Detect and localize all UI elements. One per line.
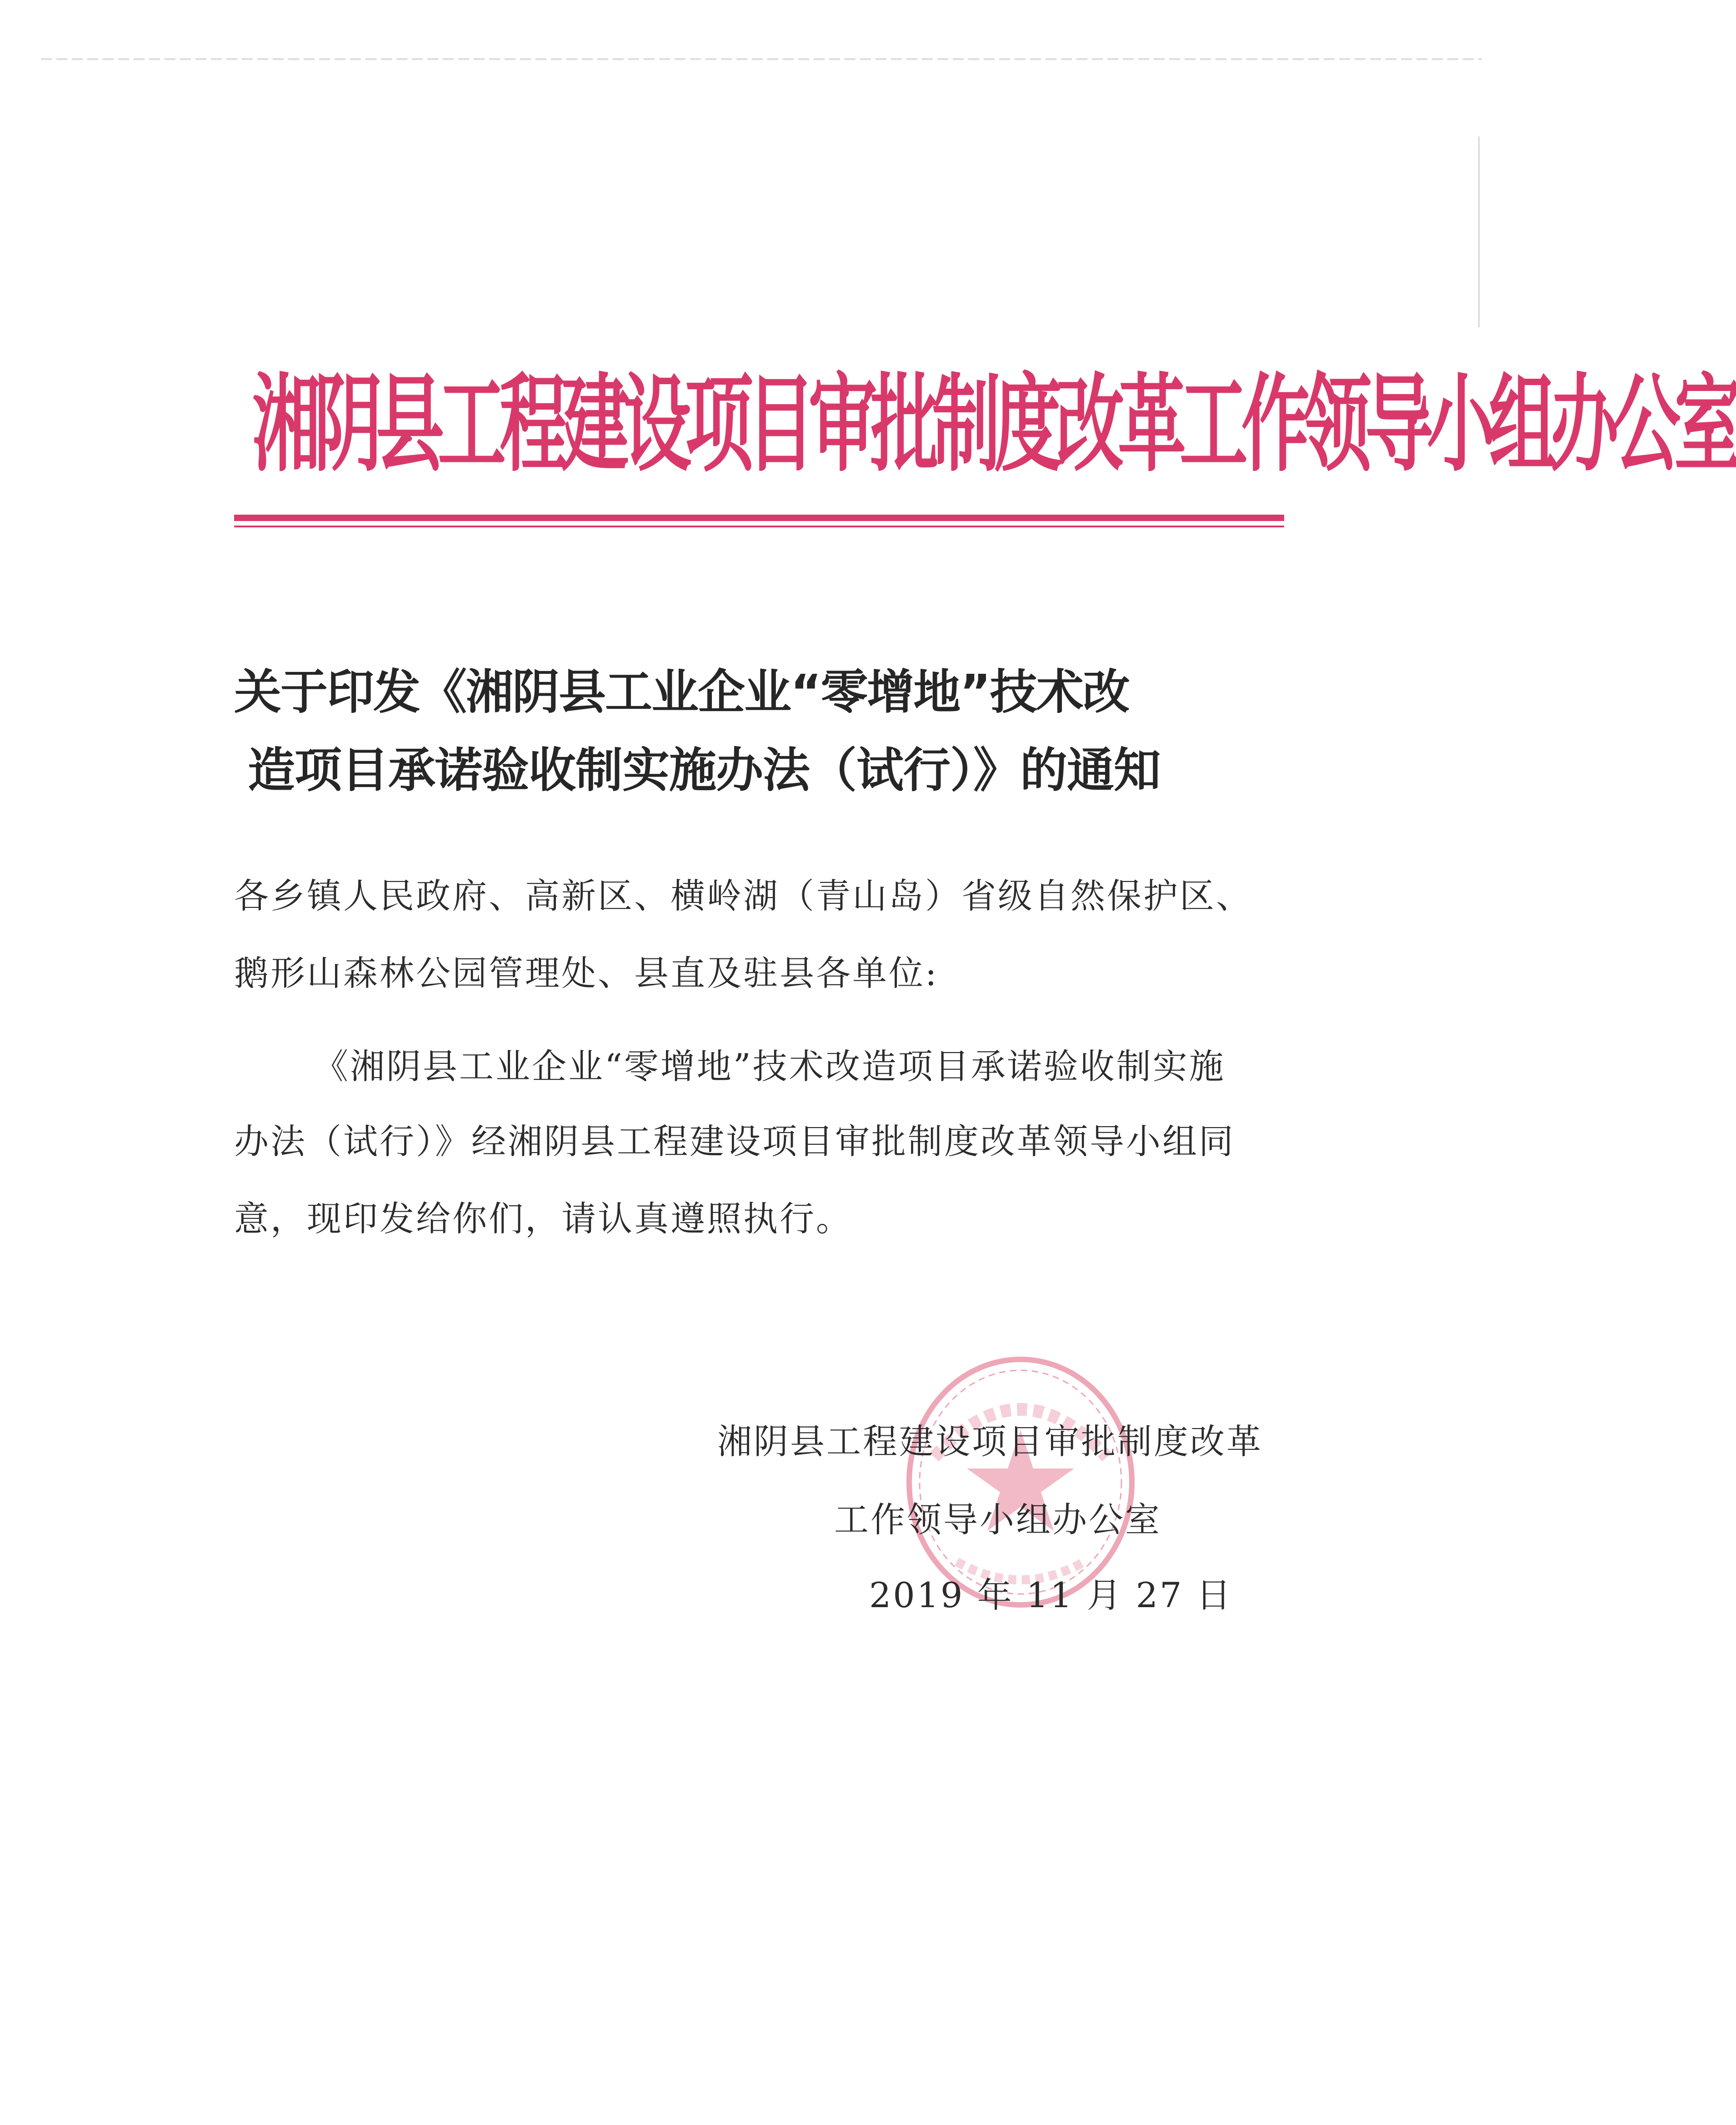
- addressee-line-1: 各乡镇人民政府、高新区、横岭湖（青山岛）省级自然保护区、: [234, 876, 1252, 916]
- body-paragraph-line-1: 《湘阴县工业企业“零增地”技术改造项目承诺验收制实施: [314, 1046, 1226, 1087]
- addressee-line-2: 鹅形山森林公园管理处、县直及驻县各单位:: [234, 953, 939, 993]
- body-paragraph-line-3: 意，现印发给你们，请认真遵照执行。: [234, 1198, 852, 1239]
- body-paragraph-line-2: 办法（试行）》经湘阴县工程建设项目审批制度改革领导小组同: [234, 1121, 1235, 1162]
- document-issuer-header: 湘阴县工程建设项目审批制度改革工作领导小组办公室: [252, 364, 1736, 486]
- document-title-line-2: 造项目承诺验收制实施办法（试行）》的通知: [248, 742, 1161, 798]
- scan-artifact-top-line: [41, 58, 1482, 60]
- signature-date: 2019 年 11 月 27 日: [869, 1575, 1233, 1615]
- signature-organization-line-1: 湘阴县工程建设项目审批制度改革: [717, 1421, 1263, 1462]
- header-red-rule-thick: [234, 515, 1284, 521]
- header-red-rule-thin: [234, 526, 1284, 527]
- scan-artifact-right-edge: [1478, 136, 1480, 327]
- signature-organization-line-2: 工作领导小组办公室: [834, 1499, 1161, 1540]
- document-title-line-1: 关于印发《湘阴县工业企业“零增地”技术改: [234, 664, 1129, 720]
